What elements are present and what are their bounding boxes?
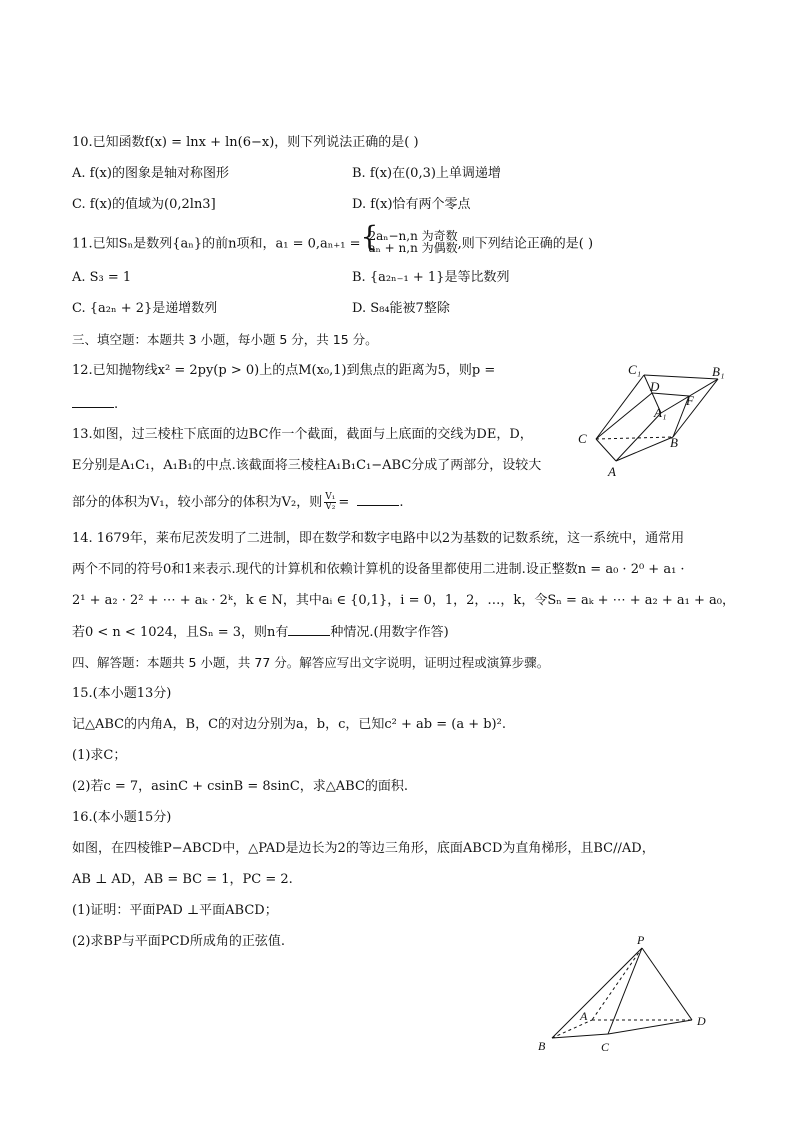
q11-stem: 11.已知Sₙ是数列{aₙ}的前n项和，a₁ = 0,aₙ₊₁ = { 2aₙ−n,n 为奇数 aₙ + n,n 为偶数 ,则下列结论正确的是( ) bbox=[72, 220, 594, 255]
q16-part1: (1)证明：平面PAD ⊥平面ABCD； bbox=[72, 903, 278, 918]
q10-option-c: C. f(x)的值域为(0,2ln3] bbox=[72, 197, 216, 212]
q10-option-d: D. f(x)恰有两个零点 bbox=[352, 197, 471, 212]
q13-equals: = bbox=[338, 495, 350, 510]
q13-line3-pre: 部分的体积为V₁，较小部分的体积为V₂，则 bbox=[72, 495, 323, 510]
label-f: F bbox=[686, 393, 694, 408]
q15-part2: (2)若c = 7，asinC + csinB = 8sinC，求△ABC的面积. bbox=[72, 779, 409, 794]
q14-line4-pre: 若0 < n < 1024，且Sₙ = 3，则n有 bbox=[72, 625, 289, 640]
q14-line3: 2¹ + a₂ · 2² + ⋯ + aₖ · 2ᵏ，k ∈ N，其中aᵢ ∈ {0,1}，i = 0，1，2，…，k，令Sₙ = aₖ + ⋯ + a₂ + a₁ + a₀， bbox=[72, 593, 736, 608]
q10-stem: 10.已知函数f(x) = lnx + ln(6−x)，则下列说法正确的是( ) bbox=[72, 135, 419, 150]
q11-case-even: aₙ + n,n 为偶数 bbox=[368, 241, 458, 255]
q16-stem1: 如图，在四棱锥P−ABCD中，△PAD是边长为2的等边三角形，底面ABCD为直角梯形，且BC//AD， bbox=[72, 841, 655, 856]
label-d: D bbox=[650, 379, 660, 394]
q11-option-b: B. {a₂ₙ₋₁ + 1}是等比数列 bbox=[352, 270, 510, 285]
prism-figure bbox=[572, 358, 742, 482]
q11-option-d: D. S₈₄能被7整除 bbox=[352, 301, 450, 316]
q11-stem-post: ,则下列结论正确的是( ) bbox=[457, 236, 594, 252]
q12-period: . bbox=[114, 397, 119, 412]
q13-period: . bbox=[399, 495, 404, 510]
label-c1: C₁ bbox=[628, 362, 642, 377]
pyramid-figure bbox=[530, 930, 720, 1060]
label-b: B bbox=[670, 435, 678, 450]
q15-part1: (1)求C； bbox=[72, 748, 127, 763]
q15-stem: 记△ABC的内角A，B，C的对边分别为a，b，c，已知c² + ab = (a + b)². bbox=[72, 717, 506, 732]
q10-option-b: B. f(x)在(0,3)上单调递增 bbox=[352, 166, 501, 181]
q13-frac-den: V₂ bbox=[325, 502, 336, 512]
label-a: A bbox=[580, 1009, 588, 1023]
q13-frac-num: V₁ bbox=[325, 492, 336, 502]
label-b1: B₁ bbox=[712, 364, 725, 379]
q14-line2: 两个不同的符号0和1来表示.现代的计算机和依赖计算机的设备里都使用二进制.设正整数n = a₀ · 2⁰ + a₁ · bbox=[72, 562, 685, 577]
label-d: D bbox=[697, 1014, 706, 1028]
q14-answer-blank bbox=[288, 623, 330, 636]
label-a: A bbox=[608, 464, 616, 479]
label-b: B bbox=[538, 1039, 546, 1053]
q16-head: 16.(本小题15分) bbox=[72, 810, 172, 825]
q16-part2: (2)求BP与平面PCD所成角的正弦值. bbox=[72, 934, 285, 949]
q12-answer-blank bbox=[72, 395, 114, 408]
q13-answer-blank bbox=[357, 493, 399, 506]
section-3-heading: 三、填空题：本题共 3 小题，每小题 5 分，共 15 分。 bbox=[72, 332, 378, 347]
q11-stem-pre: 11.已知Sₙ是数列{aₙ}的前n项和，a₁ = 0,aₙ₊₁ = bbox=[72, 236, 361, 252]
q10-option-a: A. f(x)的图象是轴对称图形 bbox=[72, 166, 229, 181]
q13-line1: 13.如图，过三棱柱下底面的边BC作一个截面，截面与上底面的交线为DE，D， bbox=[72, 427, 533, 442]
q15-head: 15.(本小题13分) bbox=[72, 686, 172, 701]
q14-line4-post: 种情况.(用数字作答) bbox=[330, 625, 449, 640]
label-c: C bbox=[578, 431, 587, 446]
label-c: C bbox=[601, 1040, 610, 1054]
q13-line3 bbox=[72, 493, 404, 512]
q14-line1: 14. 1679年，莱布尼茨发明了二进制，即在数学和数字电路中以2为基数的记数系统，这一系统中，通常用 bbox=[72, 531, 685, 546]
q13-line2: E分别是A₁C₁，A₁B₁的中点.该截面将三棱柱A₁B₁C₁−ABC分成了两部分，设较大 bbox=[72, 458, 542, 473]
q12-line2 bbox=[72, 395, 118, 414]
q11-option-c: C. {a₂ₙ + 2}是递增数列 bbox=[72, 301, 218, 316]
label-a1: A₁ bbox=[654, 405, 667, 420]
q11-case-odd: 2aₙ−n,n 为奇数 bbox=[368, 229, 458, 243]
q14-line4 bbox=[72, 623, 449, 642]
q11-option-a: A. S₃ = 1 bbox=[72, 270, 132, 285]
q12-line1: 12.已知抛物线x² = 2py(p > 0)上的点M(x₀,1)到焦点的距离为5，则p = bbox=[72, 363, 496, 378]
q16-stem2: AB ⊥ AD，AB = BC = 1，PC = 2. bbox=[72, 872, 293, 887]
label-p: P bbox=[637, 933, 645, 947]
section-4-heading: 四、解答题：本题共 5 小题，共 77 分。解答应写出文字说明，证明过程或演算步骤。 bbox=[72, 655, 550, 670]
